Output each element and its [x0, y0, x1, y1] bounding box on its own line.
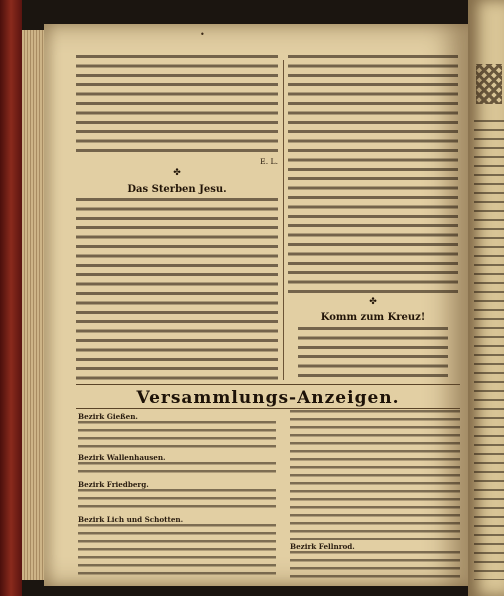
- district-heading: Bezirk Fellnrod.: [290, 542, 355, 551]
- separator-ornament: ✤: [369, 297, 377, 307]
- poem-heading: Komm zum Kreuz!: [320, 312, 426, 324]
- district-text: [290, 410, 460, 540]
- district-text: [78, 462, 276, 478]
- rule-top: [76, 384, 460, 385]
- signature: E. L.: [260, 157, 278, 166]
- paragraph-block: [288, 55, 458, 295]
- article-heading: Das Sterben Jesu.: [127, 183, 227, 195]
- announcements-left-column: [78, 410, 276, 580]
- district-heading: Bezirk Friedberg.: [78, 480, 149, 489]
- district-heading: Bezirk Gießen.: [78, 412, 138, 421]
- announcements-title: Versammlungs-Anzeigen.: [136, 388, 400, 408]
- district-text: [78, 524, 276, 580]
- page-mark: •: [200, 30, 205, 39]
- rule-bottom: [76, 408, 460, 409]
- paragraph-block: [76, 55, 278, 157]
- right-page-fragment: [468, 0, 504, 596]
- book-cover-edge: [0, 0, 22, 596]
- district-heading: Bezirk Lich und Schotten.: [78, 515, 184, 524]
- page-edges: [22, 30, 46, 580]
- district-text: [78, 489, 276, 513]
- poem-text: [298, 327, 448, 383]
- right-column: [288, 55, 458, 383]
- article-text: [76, 198, 278, 384]
- separator-ornament: ✤: [173, 168, 181, 179]
- right-page-text: [474, 120, 504, 580]
- district-text: [290, 551, 460, 581]
- left-column: [76, 55, 278, 384]
- column-divider: [283, 60, 284, 380]
- ornament-border: [476, 64, 502, 104]
- announcements-right-column: [290, 410, 460, 581]
- district-text: [78, 421, 276, 451]
- district-heading: Bezirk Wallenhausen.: [78, 453, 166, 462]
